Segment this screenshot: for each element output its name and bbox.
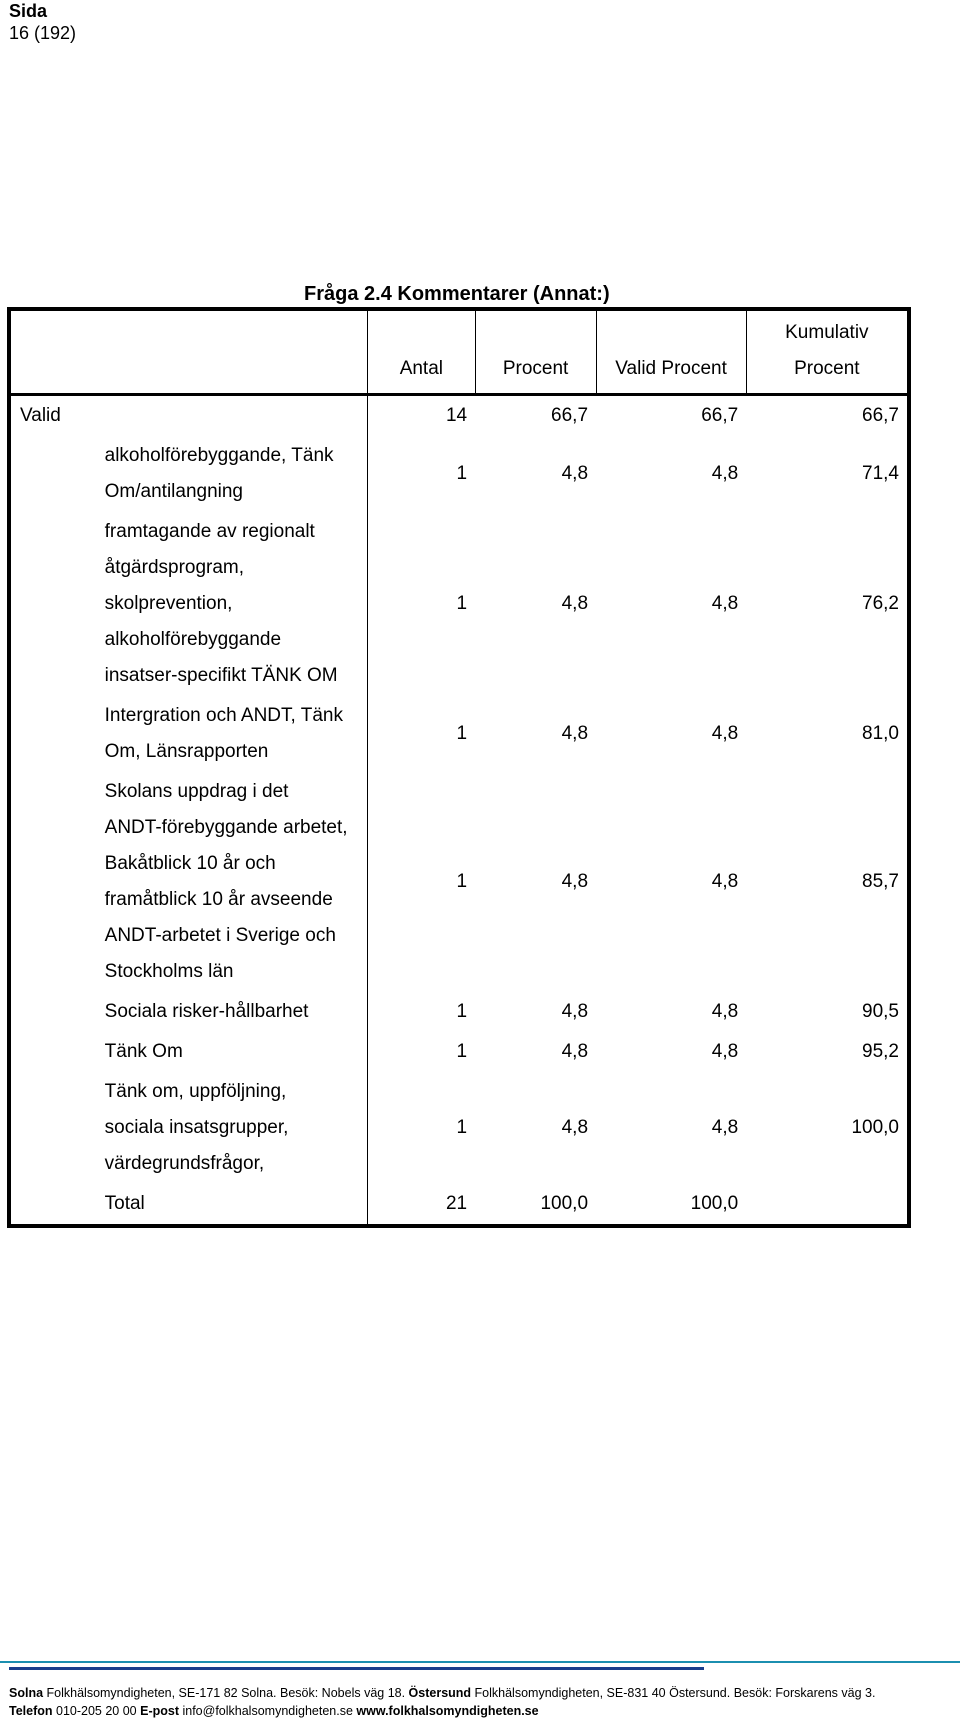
table-title: Fråga 2.4 Kommentarer (Annat:)	[304, 283, 610, 305]
cell-antal: 1	[456, 871, 468, 892]
cell-kumulativ-procent: 81,0	[862, 723, 899, 744]
row-category	[97, 1184, 368, 1226]
table-row	[9, 1184, 909, 1226]
footer-telefon-label: Telefon	[9, 1704, 53, 1718]
cell-valid-procent: 66,7	[701, 405, 739, 426]
cell-kumulativ-procent: 66,7	[862, 405, 899, 426]
header-valid-procent: Valid Procent	[596, 309, 746, 395]
footer	[9, 1684, 875, 1720]
footer-rule-accent	[9, 1667, 704, 1670]
category-line: ANDT-arbetet i Sverige och	[104, 925, 336, 946]
category-line: insatser-specifikt TÄNK OM	[104, 665, 338, 686]
category-line	[105, 398, 367, 434]
cell-kumulativ-procent: 100,0	[851, 1117, 899, 1138]
table-row	[9, 1032, 909, 1072]
cell-antal: 1	[456, 723, 468, 744]
row-group-label	[9, 992, 97, 1032]
category-line: Tänk Om	[104, 1041, 183, 1062]
footer-epost-label: E-post	[140, 1704, 179, 1718]
category-line: Om/antilangning	[104, 481, 244, 502]
footer-city-solna: Solna	[9, 1686, 44, 1700]
category-line: Sociala risker-hållbarhet	[104, 1001, 309, 1022]
cell-valid-procent: 4,8	[711, 723, 739, 744]
row-group-label	[9, 772, 97, 992]
cell-valid-procent: 4,8	[711, 463, 739, 484]
table-row	[9, 696, 909, 772]
row-group-label: Valid	[20, 405, 61, 426]
category-line: värdegrundsfrågor,	[104, 1153, 265, 1174]
category-line: alkoholförebyggande, Tänk	[104, 445, 334, 466]
cell-procent: 4,8	[561, 1041, 589, 1062]
table-row	[9, 992, 909, 1032]
cell-procent: 4,8	[561, 593, 589, 614]
header-blank	[9, 309, 368, 395]
footer-telefon: 010-205 20 00	[52, 1704, 141, 1718]
cell-kumulativ-procent: 85,7	[862, 871, 899, 892]
page-label: Sida	[9, 1, 48, 21]
footer-epost: info@folkhalsomyndigheten.se	[179, 1704, 357, 1718]
header-kumulativ-procent	[746, 309, 909, 395]
category-line: Total	[104, 1193, 145, 1214]
category-line: ANDT-förebyggande arbetet,	[104, 817, 348, 838]
header-kumulativ-line2: Procent	[794, 358, 860, 379]
cell-valid-procent: 100,0	[690, 1193, 739, 1214]
page-header	[9, 0, 76, 44]
footer-ostersund-address: Folkhälsomyndigheten, SE-831 40 Östersund. Besök: Forskarens väg 3.	[471, 1686, 876, 1700]
header-kumulativ-line1: Kumulativ	[785, 322, 869, 343]
table-body	[9, 395, 909, 1227]
category-line: sociala insatsgrupper,	[104, 1117, 289, 1138]
row-category	[97, 436, 368, 512]
cell-antal: 1	[456, 463, 468, 484]
category-line: Bakåtblick 10 år och	[104, 853, 276, 874]
footer-line-1	[9, 1684, 875, 1702]
table-header-row	[9, 309, 909, 395]
header-antal: Antal	[368, 309, 476, 395]
row-category	[97, 772, 368, 992]
cell-procent: 4,8	[561, 463, 589, 484]
table-row	[9, 512, 909, 696]
cell-kumulativ-procent: 76,2	[862, 593, 899, 614]
row-group-label	[9, 1072, 97, 1184]
row-category	[97, 1032, 368, 1072]
cell-valid-procent: 4,8	[711, 593, 739, 614]
cell-procent: 4,8	[561, 871, 589, 892]
cell-valid-procent: 4,8	[711, 1041, 739, 1062]
header-procent: Procent	[475, 309, 596, 395]
table-row	[9, 395, 909, 437]
cell-procent: 4,8	[561, 1117, 589, 1138]
category-line: Skolans uppdrag i det	[104, 781, 289, 802]
page-number: 16 (192)	[9, 23, 77, 43]
cell-procent: 4,8	[561, 1001, 589, 1022]
row-group-label	[9, 1184, 97, 1226]
cell-kumulativ-procent	[746, 1184, 909, 1226]
cell-valid-procent: 4,8	[711, 1001, 739, 1022]
table-row	[9, 1072, 909, 1184]
table-row	[9, 772, 909, 992]
category-line: Intergration och ANDT, Tänk	[104, 705, 343, 726]
cell-procent: 4,8	[561, 723, 589, 744]
cell-valid-procent: 4,8	[711, 871, 739, 892]
footer-solna-address: Folkhälsomyndigheten, SE-171 82 Solna. Besök: Nobels väg 18.	[43, 1686, 409, 1700]
category-line: Stockholms län	[104, 961, 234, 982]
cell-valid-procent: 4,8	[711, 1117, 739, 1138]
cell-antal: 1	[456, 1001, 468, 1022]
category-line: Tänk om, uppföljning,	[104, 1081, 287, 1102]
footer-city-ostersund: Östersund	[408, 1686, 472, 1700]
frequency-table	[7, 307, 911, 1228]
cell-antal: 21	[445, 1193, 468, 1214]
row-category	[97, 992, 368, 1032]
cell-kumulativ-procent: 95,2	[862, 1041, 899, 1062]
category-line: åtgärdsprogram,	[104, 557, 245, 578]
category-line: alkoholförebyggande	[104, 629, 282, 650]
row-group-label	[9, 696, 97, 772]
cell-kumulativ-procent: 90,5	[862, 1001, 899, 1022]
row-group-label	[9, 512, 97, 696]
row-group-label	[9, 436, 97, 512]
table-row	[9, 436, 909, 512]
footer-line-2	[9, 1702, 875, 1720]
cell-antal: 1	[456, 1041, 468, 1062]
row-category	[97, 512, 368, 696]
category-line: framtagande av regionalt	[104, 521, 315, 542]
cell-antal: 1	[456, 593, 468, 614]
footer-rule-top	[0, 1661, 960, 1663]
row-category	[97, 696, 368, 772]
row-category	[97, 1072, 368, 1184]
cell-antal: 1	[456, 1117, 468, 1138]
row-group-label	[9, 1032, 97, 1072]
cell-procent: 100,0	[540, 1193, 589, 1214]
cell-kumulativ-procent: 71,4	[862, 463, 899, 484]
category-line: framåtblick 10 år avseende	[104, 889, 333, 910]
cell-procent: 66,7	[551, 405, 589, 426]
cell-antal: 14	[445, 405, 468, 426]
category-line: skolprevention,	[104, 593, 233, 614]
footer-website-link[interactable]: www.folkhalsomyndigheten.se	[356, 1704, 539, 1718]
category-line: Om, Länsrapporten	[104, 741, 269, 762]
row-category	[97, 395, 368, 437]
